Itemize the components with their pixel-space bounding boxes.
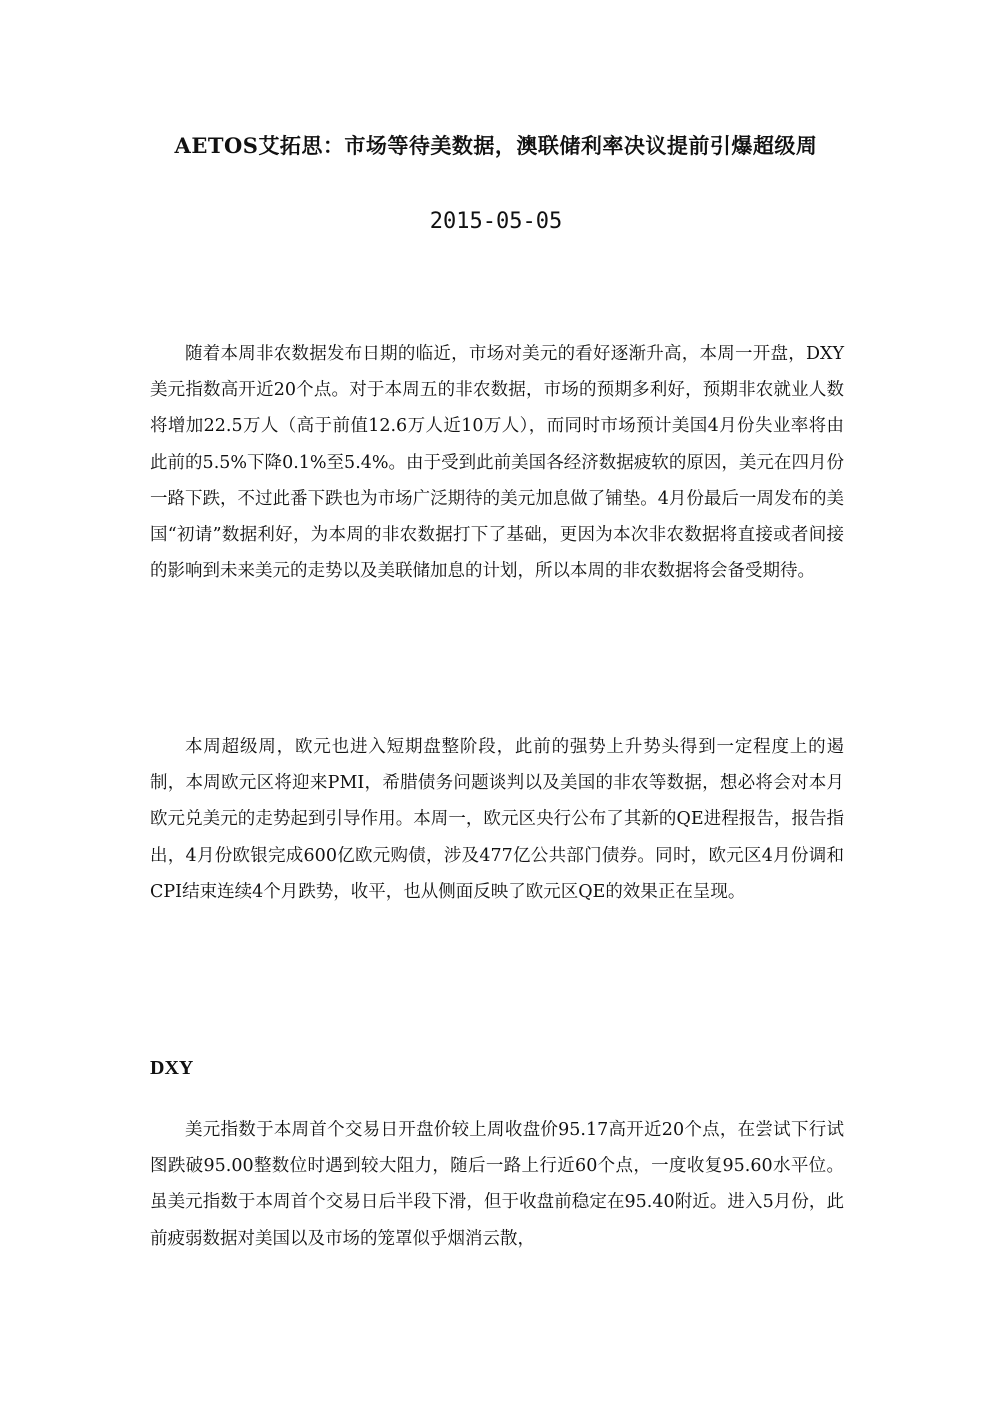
document-date: 2015-05-05 (429, 209, 563, 234)
body-paragraph: 本周超级周，欧元也进入短期盘整阶段，此前的强势上升势头得到一定程度上的遏制，本周欧元区将迎来PMI，希腊债务问题谈判以及美国的非农等数据，想必将会对本月欧元兑美元的走势起到引导作用。本周一，欧元区央行公布了其新的QE进程报告，报告指出，4月份欧银完成600亿欧元购债，涉及477亿公共部门债券。同时，欧元区4月份调和CPI结束连续4个月跌势，收平，也从侧面反映了欧元区QE的效果正在呈现。 (150, 737, 844, 902)
document-title: AETOS艾拓思：市场等待美数据，澳联储利率决议提前引爆超级周 (174, 133, 818, 158)
section-paragraph: 美元指数于本周首个交易日开盘价较上周收盘价95.17高开近20个点，在尝试下行试图跌破95.00整数位时遇到较大阻力，随后一路上行近60个点，一度收复95.60水平位。虽美元指数于本周首个交易日后半段下滑，但于收盘前稳定在95.40附近。进入5月份，此前疲弱数据对美国以及市场的笼罩似乎烟消云散， (150, 1120, 844, 1249)
body-paragraph: 随着本周非农数据发布日期的临近，市场对美元的看好逐渐升高，本周一开盘，DXY美元指数高开近20个点。对于本周五的非农数据，市场的预期多利好，预期非农就业人数将增加22.5万人（高于前值12.6万人近10万人），而同时市场预计美国4月份失业率将由此前的5.5%下降0.1%至5.4%。由于受到此前美国各经济数据疲软的原因，美元在四月份一路下跌，不过此番下跌也为市场广泛期待的美元加息做了铺垫。4月份最后一周发布的美国“初请”数据利好，为本周的非农数据打下了基础，更因为本次非农数据将直接或者间接的影响到未来美元的走势以及美联储加息的计划，所以本周的非农数据将会备受期待。 (150, 344, 844, 582)
section-heading: DXY (150, 1057, 194, 1079)
